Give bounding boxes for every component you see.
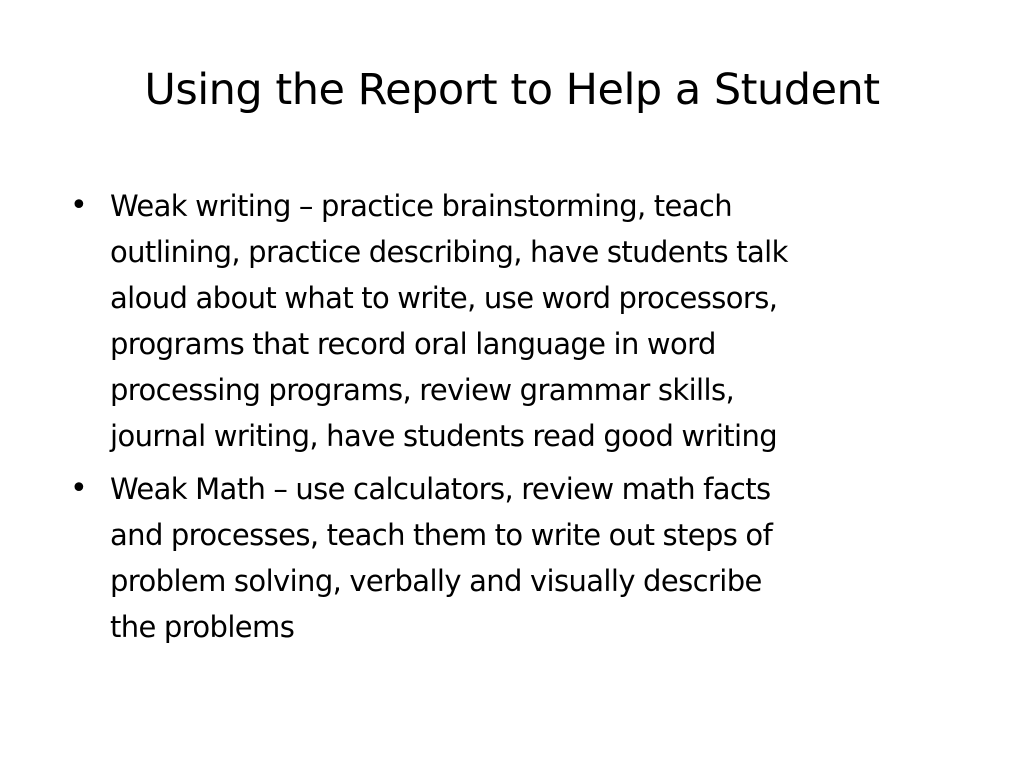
bullet-text-writing [110,183,970,459]
bullet-marker: • [70,188,88,223]
bullet-line: processing programs, review grammar skills, [110,373,735,407]
bullet-line: problem solving, verbally and visually describe [110,564,762,598]
bullet-line: aloud about what to write, use word processors, [110,281,778,315]
slide-title: Using the Report to Help a Student [144,65,880,115]
bullet-line: and processes, teach them to write out steps of [110,518,773,552]
bullet-line: programs that record oral language in word [110,327,716,361]
bullet-text-math [110,466,970,650]
bullet-line: journal writing, have students read good writing [110,419,778,453]
bullet-item-math [70,466,970,650]
bullet-list [70,183,970,657]
bullet-line: Weak Math – use calculators, review math facts [110,472,771,506]
bullet-line: the problems [110,610,295,644]
bullet-line: outlining, practice describing, have students talk [110,235,788,269]
bullet-line: Weak writing – practice brainstorming, teach [110,189,733,223]
bullet-marker: • [70,471,88,506]
bullet-item-writing [70,183,970,459]
